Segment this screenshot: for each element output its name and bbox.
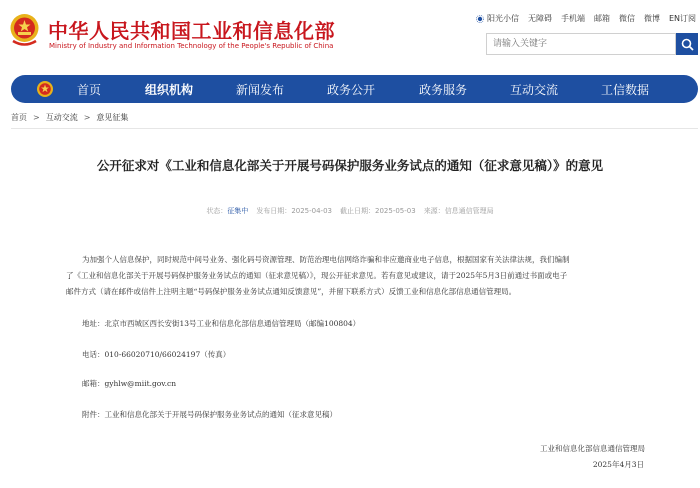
nav-item-interaction[interactable]: 互动交流	[510, 83, 559, 97]
status-label: 状态：	[206, 207, 228, 215]
site-title[interactable]: 中华人民共和国工业和信息化部	[48, 19, 335, 43]
search-input[interactable]	[486, 33, 676, 55]
sun-icon	[476, 15, 484, 23]
breadcrumb-interaction[interactable]: 互动交流	[45, 113, 78, 122]
nav-item-government-affairs[interactable]: 政务公开	[327, 83, 376, 97]
nav-item-organization[interactable]: 组织机构	[145, 83, 194, 97]
breadcrumb-consultation[interactable]: 意见征集	[96, 113, 129, 122]
main-nav	[11, 75, 698, 103]
contact-email: 邮箱：gyhlw@miit.gov.cn	[82, 379, 177, 388]
source-value: 信息通信管理局	[444, 207, 494, 215]
nav-item-data[interactable]: 工信数据	[601, 83, 650, 97]
breadcrumb-separator: >	[33, 113, 40, 122]
intro-paragraph-line: 了《工业和信息化部关于开展号码保护服务业务试点的通知（征求意见稿）》，现公开征求意见。若有意见或建议，请于2025年5月3日前通过书面或电子	[66, 271, 568, 280]
breadcrumb-home[interactable]: 首页	[11, 113, 27, 122]
nav-item-government-services[interactable]: 政务服务	[419, 83, 468, 97]
attachment-link[interactable]: 附件：工业和信息化部关于开展号码保护服务业务试点的通知（征求意见稿）	[82, 410, 337, 419]
site-header	[0, 0, 700, 72]
publish-date: 2025-04-03	[291, 207, 332, 215]
contact-address: 地址：北京市西城区西长安街13号工业和信息化部信息通信管理局（邮编100804）	[82, 319, 361, 328]
breadcrumb	[11, 112, 128, 123]
contact-phone: 电话：010-66020710/66024197（传真）	[82, 350, 231, 359]
status-value: 征集中	[227, 207, 249, 215]
signature-date: 2025年4月3日	[592, 460, 644, 469]
deadline-label: 截止日期：	[340, 207, 375, 215]
search-button[interactable]	[676, 33, 698, 55]
top-link-sunshine[interactable]: 阳光小信	[486, 14, 519, 23]
top-link-wechat[interactable]: 微信	[618, 14, 635, 23]
intro-paragraph-line: 为加强个人信息保护，同时规范中间号业务、强化码号资源管理、防范治理电信网络诈骗和非应邀商业电子信息，根据国家有关法律法规，我们编制	[82, 255, 570, 264]
nav-item-news[interactable]: 新闻发布	[236, 83, 285, 97]
search-icon	[681, 38, 694, 51]
article-title: 公开征求对《工业和信息化部关于开展号码保护服务业务试点的通知（征求意见稿）》的意见	[96, 158, 604, 173]
national-emblem-icon[interactable]	[8, 11, 41, 48]
source-label: 来源：	[423, 207, 445, 215]
top-link-weibo[interactable]: 微博	[643, 14, 660, 23]
article-meta	[0, 206, 700, 216]
top-link-en-subscribe[interactable]: EN订阅	[668, 14, 696, 23]
signature-organization: 工业和信息化部信息通信管理局	[540, 444, 645, 453]
breadcrumb-separator: >	[83, 113, 91, 122]
top-link-accessibility[interactable]: 无障碍	[527, 14, 552, 23]
top-link-mail[interactable]: 邮箱	[593, 14, 610, 23]
deadline-date: 2025-05-03	[375, 207, 416, 215]
site-subtitle: Ministry of Industry and Information Technology of the People's Republic of China	[49, 42, 334, 50]
publish-label: 发布日期：	[256, 207, 292, 215]
nav-item-home[interactable]: 首页	[77, 83, 102, 97]
divider	[11, 128, 698, 129]
top-link-mobile[interactable]: 手机端	[560, 14, 585, 23]
top-links	[476, 13, 696, 24]
intro-paragraph-line: 邮件方式（请在邮件或信件上注明主题“号码保护服务业务试点通知反馈意见”，并留下联系方式）反馈工业和信息化部信息通信管理局。	[66, 287, 517, 296]
emblem-home-icon[interactable]	[36, 80, 54, 98]
